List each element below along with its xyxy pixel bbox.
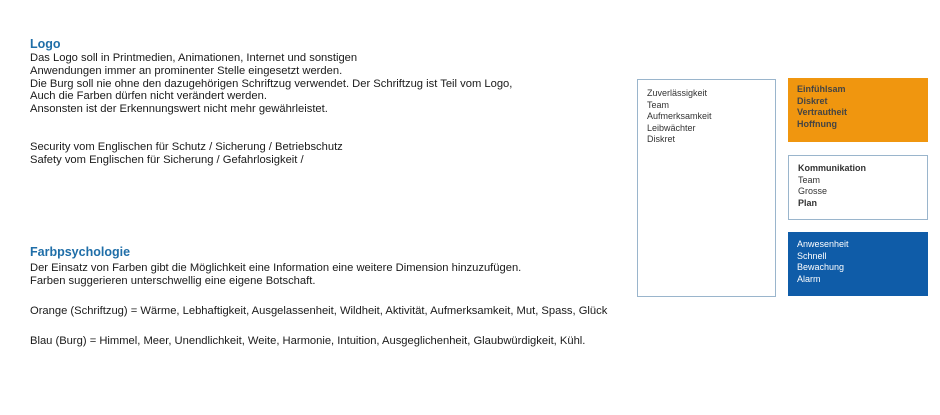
box-item: Einfühlsam [797,84,846,94]
definitions-paragraph [30,141,343,167]
box-item: Vertrautheit [797,107,848,118]
box-item: Team [798,174,821,185]
logo-line: Anwendungen immer an prominenter Stelle eingesetzt werden. [30,64,343,77]
security-definition: Security vom Englischen für Schutz / Sicherung / Betriebschutz [30,141,343,153]
box-item: Anwesenheit [797,239,849,249]
logo-line: Ansonsten ist der Erkennungswert nicht mehr gewährleistet. [30,103,328,116]
logo-line: Die Burg soll nie ohne den dazugehörigen Schriftzug verwendet. Der Schriftzug ist Teil vom Logo, [30,77,513,90]
box-item: Diskret [797,95,828,106]
box-item: Alarm [797,273,821,284]
box-item: Diskret [647,134,676,145]
communication-box [788,155,928,220]
logo-line: Auch die Farben dürfen nicht verändert werden. [30,90,267,103]
box-item: Bewachung [797,262,845,273]
box-item: Kommunikation [798,163,867,173]
blue-meaning [30,335,585,348]
farbpsychologie-line: Farben suggerieren unterschwellig eine eigene Botschaft. [30,274,316,287]
blue-box [788,232,928,296]
orange-meaning [30,305,607,318]
reliability-box [637,79,776,297]
box-item: Team [647,99,670,110]
box-item: Zuverlässigkeit [647,88,708,98]
box-item: Aufmerksamkeit [647,111,712,122]
box-item: Schnell [797,250,827,261]
farbpsychologie-heading: Farbpsychologie [30,245,131,259]
box-item: Hoffnung [797,118,837,129]
orange-meaning-text: Orange (Schriftzug) = Wärme, Lebhaftigkeit, Ausgelassenheit, Wildheit, Aktivität, Aufmerksamkeit, Mut, Spass, Glück [30,305,608,317]
farbpsychologie-paragraph [30,262,521,288]
logo-line: Das Logo soll in Printmedien, Animationen, Internet und sonstigen [30,52,358,64]
box-item: Plan [798,197,818,208]
logo-paragraph [30,52,512,116]
safety-definition: Safety vom Englischen für Sicherung / Gefahrlosigkeit / [30,153,304,166]
box-item: Grosse [798,186,828,197]
box-item: Leibwächter [647,122,696,133]
farbpsychologie-line: Der Einsatz von Farben gibt die Möglichkeit eine Information eine weitere Dimension hinzuzufügen. [30,262,522,274]
logo-heading: Logo [30,37,61,51]
blue-meaning-text: Blau (Burg) = Himmel, Meer, Unendlichkeit, Weite, Harmonie, Intuition, Ausgeglichenheit, Glaubwürdigkeit, Kühl. [30,335,586,347]
orange-box [788,78,928,142]
